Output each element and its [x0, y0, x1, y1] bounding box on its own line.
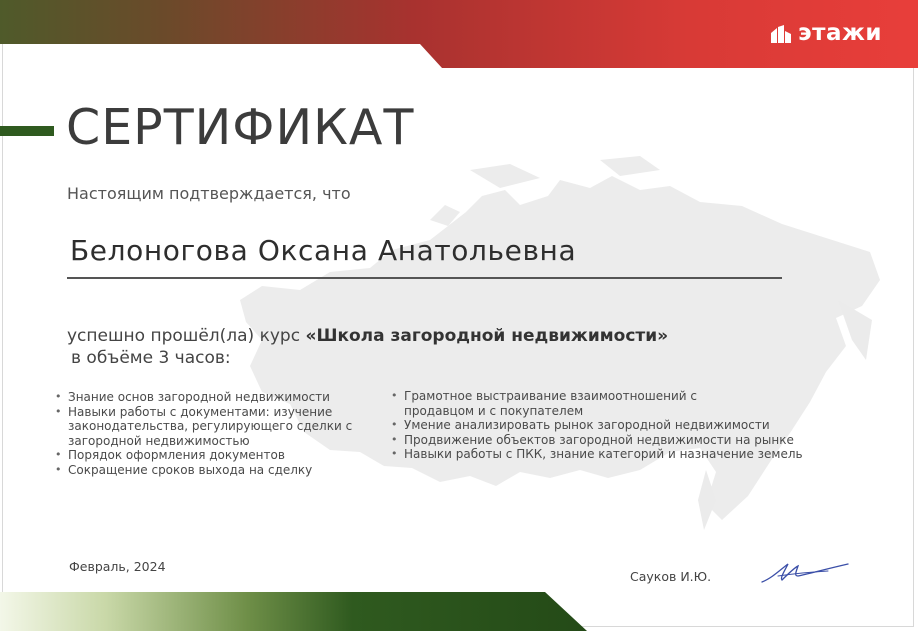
skills-list-right	[391, 389, 871, 462]
skill-item: • Знание основ загородной недвижимости	[55, 390, 385, 405]
signature-image	[758, 556, 854, 588]
title-accent-bar	[0, 126, 54, 136]
course-name: «Школа загородной недвижимости»	[305, 326, 669, 346]
building-icon	[771, 25, 791, 43]
skill-item: • Навыки работы с ПКК, знание категорий и назначение земель	[391, 447, 871, 462]
name-underline	[67, 277, 782, 279]
course-prefix: успешно прошёл(ла) курс	[67, 326, 306, 346]
skill-item: • Продвижение объектов загородной недвижимости на рынке	[391, 433, 871, 448]
bottom-decorative-band	[0, 592, 918, 631]
skill-item: • Навыки работы с документами: изучение законодательства, регулирующего сделки с загородной недвижимостью	[55, 405, 385, 449]
issue-date: Февраль, 2024	[69, 559, 166, 574]
skills-list-left	[55, 390, 385, 477]
course-statement	[67, 325, 668, 369]
brand-logo	[771, 22, 882, 45]
recipient-name: Белоногова Оксана Анатольевна	[70, 234, 577, 267]
certificate-title: СЕРТИФИКАТ	[66, 99, 415, 156]
signer-name: Сауков И.Ю.	[630, 569, 712, 584]
confirm-text: Настоящим подтверждается, что	[67, 184, 351, 203]
brand-name: этажи	[798, 20, 882, 46]
skill-item: • Сокращение сроков выхода на сделку	[55, 463, 385, 478]
skill-item: • Умение анализировать рынок загородной недвижимости	[391, 418, 871, 433]
skill-item: • Грамотное выстраивание взаимоотношений с продавцом и с покупателем	[391, 389, 749, 418]
course-volume: в объёме 3 часов:	[71, 348, 231, 368]
skill-item: • Порядок оформления документов	[55, 448, 385, 463]
